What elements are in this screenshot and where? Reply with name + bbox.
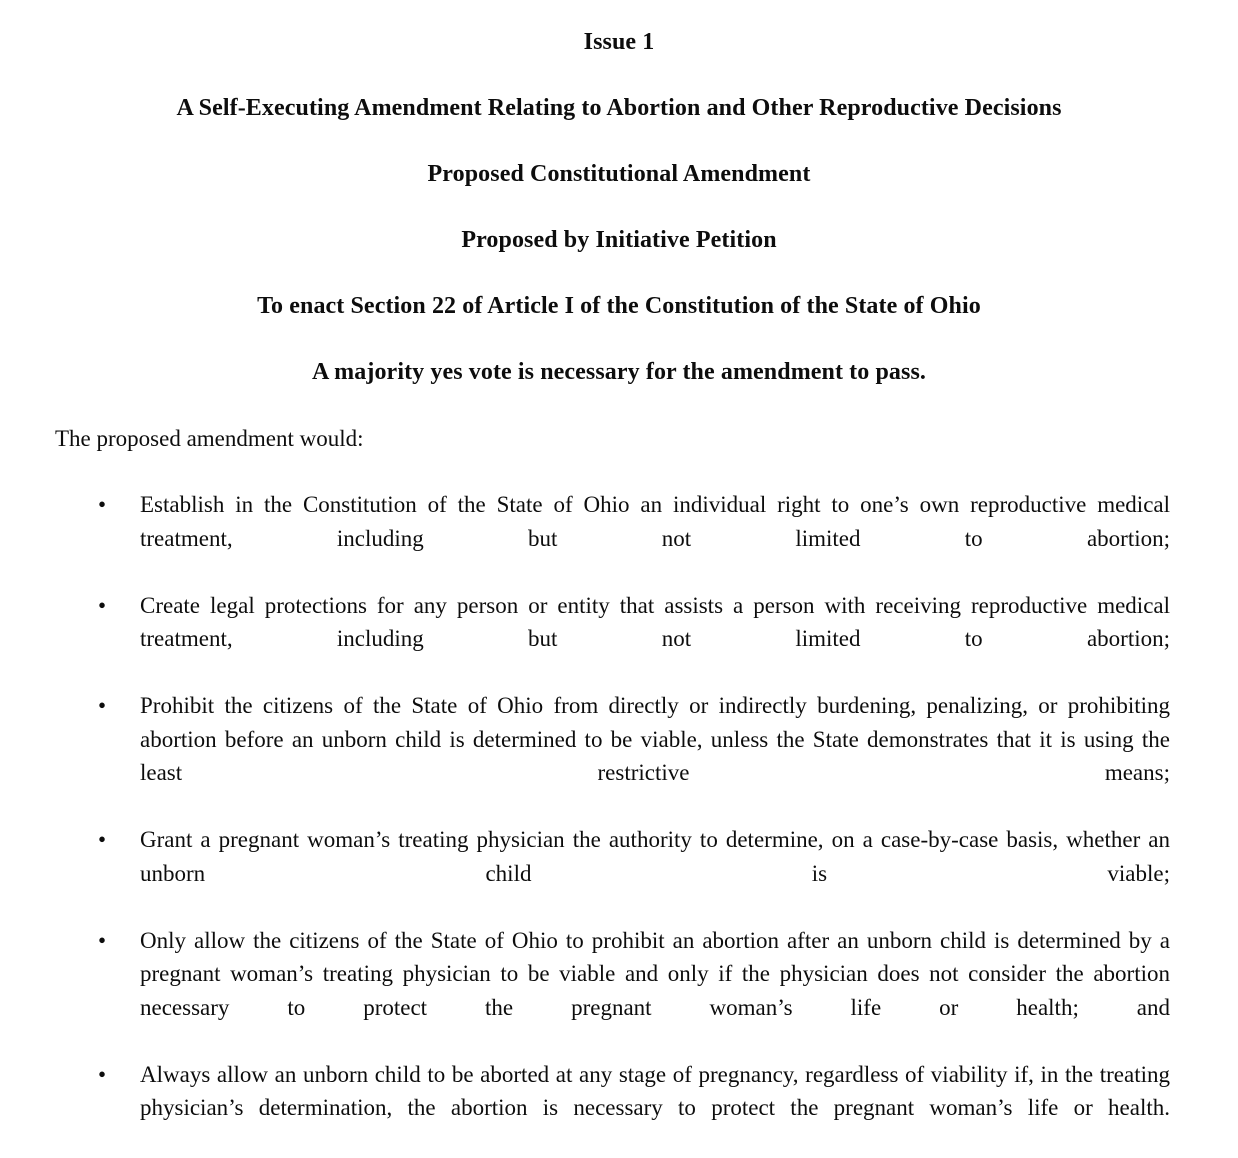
list-item-text: Create legal protections for any person or entity that assists a person with receiving reproductive medical treatment, including but not limited to abortion; — [140, 589, 1170, 690]
list-item-text: Grant a pregnant woman’s treating physician the authority to determine, on a case-by-case basis, whether an unborn child is viable; — [140, 823, 1170, 924]
list-item — [0, 689, 1238, 823]
bullet-point-icon: • — [98, 689, 112, 723]
heading-amendment-name: A Self-Executing Amendment Relating to Abortion and Other Reproductive Decisions — [0, 92, 1238, 158]
heading-proposed-by-initiative-petition: Proposed by Initiative Petition — [0, 224, 1238, 290]
heading-proposed-constitutional-amendment: Proposed Constitutional Amendment — [0, 158, 1238, 224]
list-item — [0, 1058, 1238, 1158]
list-item — [0, 924, 1238, 1058]
list-item-text: Prohibit the citizens of the State of Ohio from directly or indirectly burdening, penalizing, or prohibiting abortion before an unborn child is determined to be viable, unless the State demonstrates that it is using the least restrictive means; — [140, 689, 1170, 823]
page-title: Issue 1 — [0, 26, 1238, 92]
heading-majority-vote-notice: A majority yes vote is necessary for the amendment to pass. — [0, 356, 1238, 422]
intro-paragraph: The proposed amendment would: — [0, 422, 1238, 455]
heading-block — [0, 0, 1238, 422]
bullet-point-icon: • — [98, 924, 112, 958]
amendment-provisions-list — [0, 488, 1238, 1158]
list-item — [0, 488, 1238, 589]
list-item — [0, 823, 1238, 924]
bullet-point-icon: • — [98, 488, 112, 522]
bullet-point-icon: • — [98, 823, 112, 857]
bullet-point-icon: • — [98, 1058, 112, 1092]
bullet-point-icon: • — [98, 589, 112, 623]
list-item-text: Establish in the Constitution of the State of Ohio an individual right to one’s own reproductive medical treatment, including but not limited to abortion; — [140, 488, 1170, 589]
list-item — [0, 589, 1238, 690]
list-item-text: Always allow an unborn child to be aborted at any stage of pregnancy, regardless of viability if, in the treating physician’s determination, the abortion is necessary to protect the pregnant woman’s life or health. — [140, 1058, 1170, 1158]
list-item-text: Only allow the citizens of the State of Ohio to prohibit an abortion after an unborn child is determined by a pregnant woman’s treating physician to be viable and only if the physician does not consider the abortion necessary to protect the pregnant woman’s life or health; and — [140, 924, 1170, 1058]
heading-enactment-clause: To enact Section 22 of Article I of the Constitution of the State of Ohio — [0, 290, 1238, 356]
